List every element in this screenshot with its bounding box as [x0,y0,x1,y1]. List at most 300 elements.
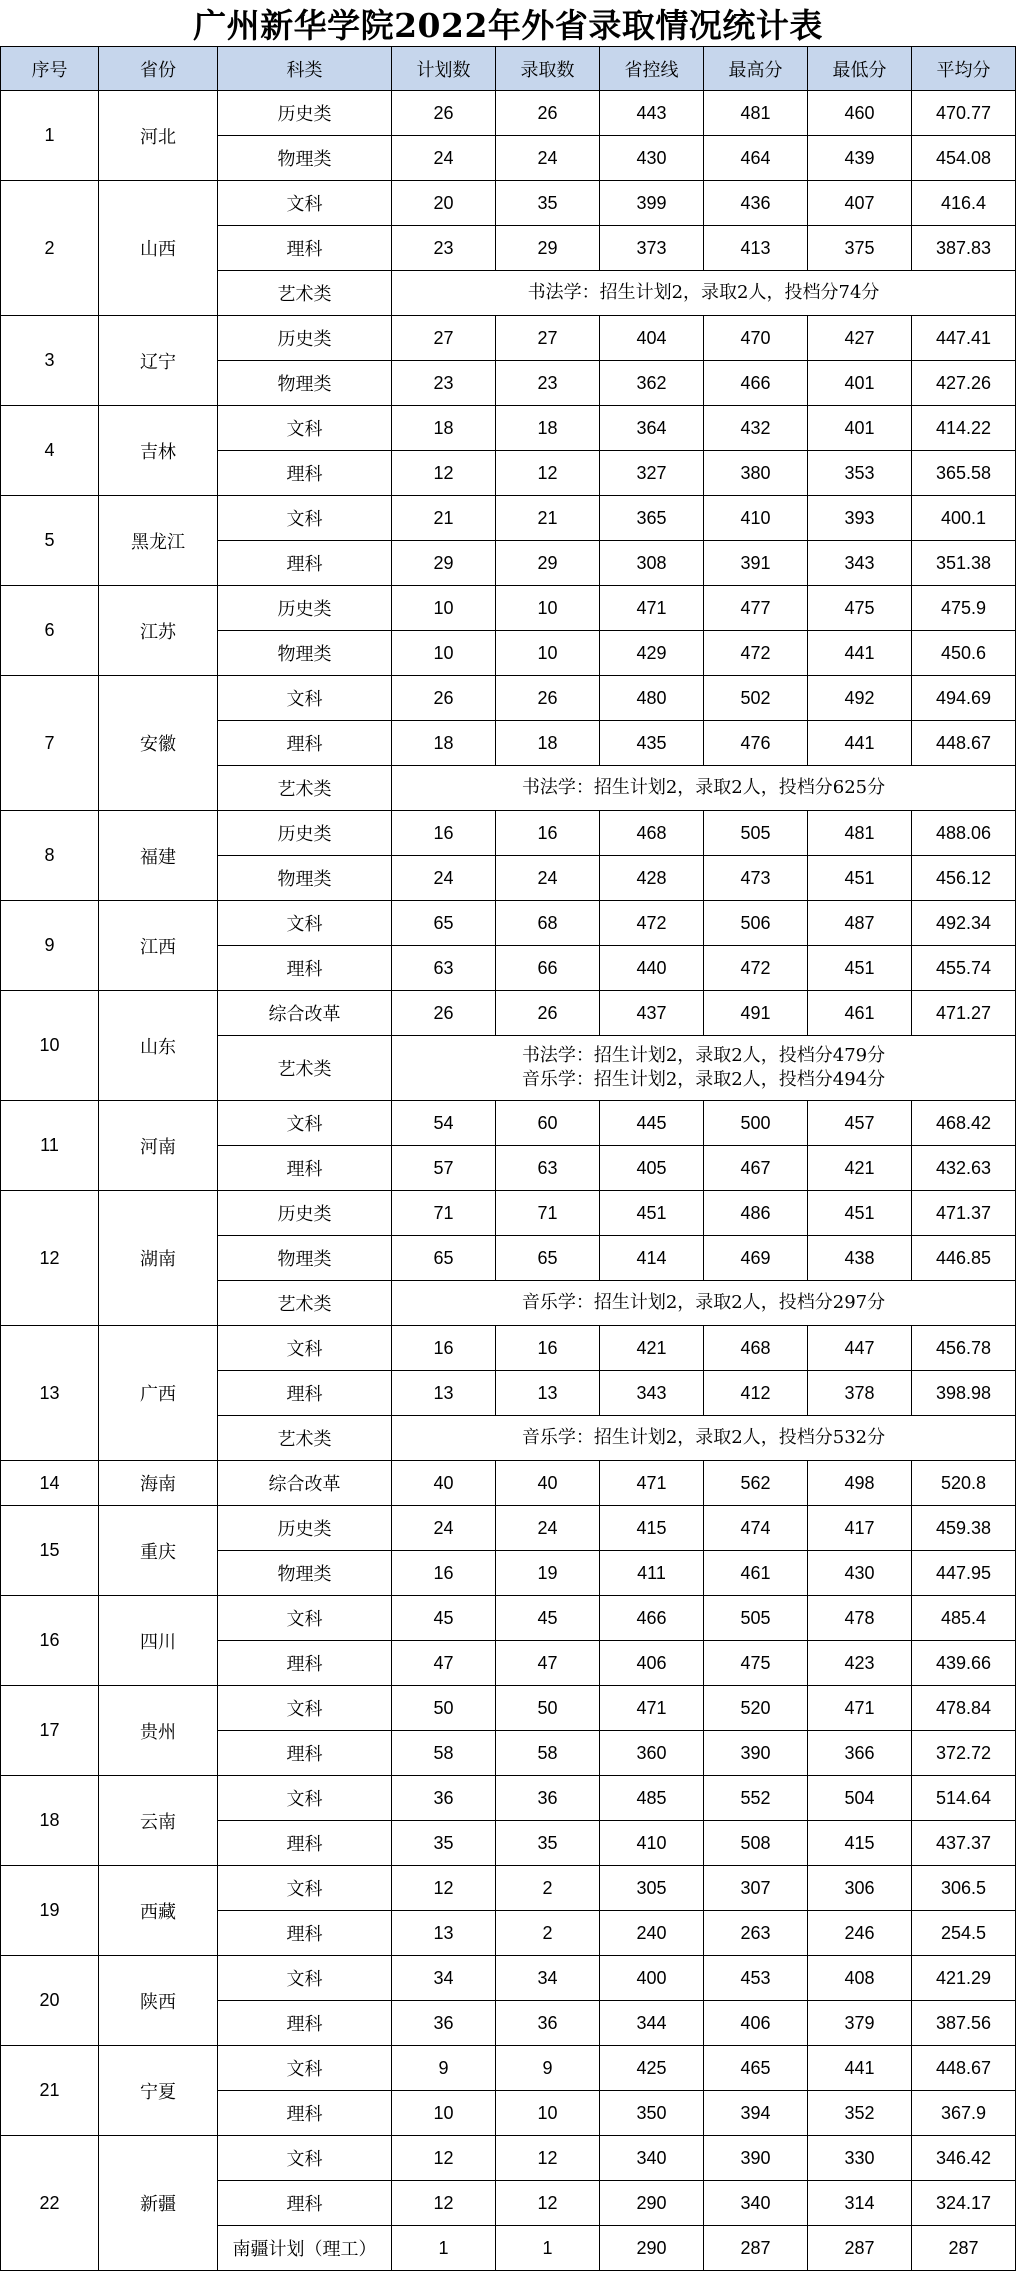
category-cell: 文科 [218,406,391,450]
seq-cell: 7 [1,676,98,810]
control-line-cell: 485 [600,1776,703,1820]
avg-score-cell: 400.1 [912,496,1015,540]
plan-count-cell: 36 [392,1776,495,1820]
category-cell: 物理类 [218,361,391,405]
avg-score-cell: 287 [912,2226,1015,2270]
avg-score-cell: 471.37 [912,1191,1015,1235]
control-line-cell: 364 [600,406,703,450]
admitted-count-cell: 12 [496,2181,599,2225]
category-cell: 理科 [218,721,391,765]
control-line-cell: 480 [600,676,703,720]
max-score-cell: 390 [704,1731,807,1775]
seq-cell: 13 [1,1326,98,1460]
plan-count-cell: 10 [392,631,495,675]
category-cell: 文科 [218,1686,391,1730]
control-line-cell: 406 [600,1641,703,1685]
avg-score-cell: 455.74 [912,946,1015,990]
avg-score-cell: 475.9 [912,586,1015,630]
max-score-cell: 486 [704,1191,807,1235]
plan-count-cell: 71 [392,1191,495,1235]
admitted-count-cell: 45 [496,1596,599,1640]
avg-score-cell: 439.66 [912,1641,1015,1685]
category-cell: 文科 [218,496,391,540]
category-cell: 综合改革 [218,1461,391,1505]
admitted-count-cell: 63 [496,1146,599,1190]
min-score-cell: 441 [808,631,911,675]
max-score-cell: 473 [704,856,807,900]
admitted-count-cell: 35 [496,181,599,225]
control-line-cell: 343 [600,1371,703,1415]
max-score-cell: 500 [704,1101,807,1145]
min-score-cell: 492 [808,676,911,720]
admitted-count-cell: 24 [496,856,599,900]
page-title: 广州新华学院2022年外省录取情况统计表 [193,5,823,45]
max-score-cell: 413 [704,226,807,270]
admission-table [0,46,1016,2271]
control-line-cell: 471 [600,1686,703,1730]
category-cell: 理科 [218,1146,391,1190]
avg-score-cell: 372.72 [912,1731,1015,1775]
note-line: 音乐学：招生计划2，录取2人，投档分297分 [521,1292,886,1313]
plan-count-cell: 12 [392,1866,495,1910]
admitted-count-cell: 12 [496,2136,599,2180]
avg-score-cell: 448.67 [912,721,1015,765]
control-line-cell: 340 [600,2136,703,2180]
avg-score-cell: 514.64 [912,1776,1015,1820]
category-cell: 理科 [218,2181,391,2225]
seq-cell: 19 [1,1866,98,1955]
control-line-cell: 428 [600,856,703,900]
control-line-cell: 429 [600,631,703,675]
max-score-cell: 453 [704,1956,807,2000]
max-score-cell: 307 [704,1866,807,1910]
admitted-count-cell: 60 [496,1101,599,1145]
plan-count-cell: 10 [392,586,495,630]
plan-count-cell: 1 [392,2226,495,2270]
seq-cell: 14 [1,1461,98,1505]
admitted-count-cell: 36 [496,2001,599,2045]
max-score-cell: 505 [704,811,807,855]
min-score-cell: 417 [808,1506,911,1550]
plan-count-cell: 65 [392,1236,495,1280]
seq-cell: 21 [1,2046,98,2135]
admitted-count-cell: 35 [496,1821,599,1865]
admitted-count-cell: 71 [496,1191,599,1235]
category-cell: 物理类 [218,136,391,180]
min-score-cell: 401 [808,361,911,405]
control-line-cell: 471 [600,1461,703,1505]
plan-count-cell: 34 [392,1956,495,2000]
control-line-cell: 415 [600,1506,703,1550]
note-cell [392,1416,1015,1460]
avg-score-cell: 254.5 [912,1911,1015,1955]
admitted-count-cell: 16 [496,811,599,855]
control-line-cell: 472 [600,901,703,945]
category-cell: 文科 [218,1326,391,1370]
max-score-cell: 340 [704,2181,807,2225]
category-cell: 理科 [218,1371,391,1415]
seq-cell: 2 [1,181,98,315]
category-cell: 艺术类 [218,766,391,810]
admitted-count-cell: 23 [496,361,599,405]
avg-score-cell: 427.26 [912,361,1015,405]
note-cell [392,1036,1015,1100]
max-score-cell: 406 [704,2001,807,2045]
max-score-cell: 391 [704,541,807,585]
plan-count-cell: 24 [392,136,495,180]
plan-count-cell: 54 [392,1101,495,1145]
plan-count-cell: 18 [392,406,495,450]
header-plan-count: 计划数 [392,47,495,90]
province-cell: 重庆 [99,1506,217,1595]
admitted-count-cell: 13 [496,1371,599,1415]
category-cell: 综合改革 [218,991,391,1035]
control-line-cell: 471 [600,586,703,630]
category-cell: 物理类 [218,1236,391,1280]
admitted-count-cell: 2 [496,1911,599,1955]
plan-count-cell: 21 [392,496,495,540]
header-control-line: 省控线 [600,47,703,90]
seq-cell: 16 [1,1596,98,1685]
admitted-count-cell: 10 [496,586,599,630]
category-cell: 理科 [218,946,391,990]
min-score-cell: 427 [808,316,911,360]
category-cell: 物理类 [218,856,391,900]
province-cell: 海南 [99,1461,217,1505]
avg-score-cell: 387.56 [912,2001,1015,2045]
province-cell: 宁夏 [99,2046,217,2135]
admitted-count-cell: 2 [496,1866,599,1910]
province-cell: 湖南 [99,1191,217,1325]
province-cell: 黑龙江 [99,496,217,585]
category-cell: 文科 [218,1956,391,2000]
seq-cell: 20 [1,1956,98,2045]
max-score-cell: 475 [704,1641,807,1685]
min-score-cell: 379 [808,2001,911,2045]
min-score-cell: 504 [808,1776,911,1820]
min-score-cell: 401 [808,406,911,450]
avg-score-cell: 488.06 [912,811,1015,855]
seq-cell: 15 [1,1506,98,1595]
max-score-cell: 481 [704,91,807,135]
min-score-cell: 423 [808,1641,911,1685]
control-line-cell: 327 [600,451,703,495]
min-score-cell: 306 [808,1866,911,1910]
category-cell: 文科 [218,181,391,225]
avg-score-cell: 447.41 [912,316,1015,360]
category-cell: 文科 [218,1101,391,1145]
avg-score-cell: 437.37 [912,1821,1015,1865]
plan-count-cell: 36 [392,2001,495,2045]
control-line-cell: 399 [600,181,703,225]
max-score-cell: 552 [704,1776,807,1820]
avg-score-cell: 459.38 [912,1506,1015,1550]
category-cell: 文科 [218,901,391,945]
category-cell: 艺术类 [218,271,391,315]
admitted-count-cell: 50 [496,1686,599,1730]
admitted-count-cell: 24 [496,1506,599,1550]
max-score-cell: 263 [704,1911,807,1955]
avg-score-cell: 446.85 [912,1236,1015,1280]
control-line-cell: 360 [600,1731,703,1775]
min-score-cell: 375 [808,226,911,270]
province-cell: 新疆 [99,2136,217,2270]
category-cell: 艺术类 [218,1036,391,1100]
plan-count-cell: 63 [392,946,495,990]
control-line-cell: 405 [600,1146,703,1190]
avg-score-cell: 398.98 [912,1371,1015,1415]
note-line: 音乐学：招生计划2，录取2人，投档分532分 [521,1427,886,1448]
province-cell: 云南 [99,1776,217,1865]
min-score-cell: 330 [808,2136,911,2180]
control-line-cell: 400 [600,1956,703,2000]
avg-score-cell: 346.42 [912,2136,1015,2180]
plan-count-cell: 16 [392,811,495,855]
province-cell: 山西 [99,181,217,315]
seq-cell: 4 [1,406,98,495]
category-cell: 历史类 [218,586,391,630]
avg-score-cell: 470.77 [912,91,1015,135]
control-line-cell: 290 [600,2226,703,2270]
control-line-cell: 411 [600,1551,703,1595]
avg-score-cell: 456.78 [912,1326,1015,1370]
avg-score-cell: 492.34 [912,901,1015,945]
max-score-cell: 476 [704,721,807,765]
admitted-count-cell: 24 [496,136,599,180]
note-cell [392,1281,1015,1325]
admitted-count-cell: 68 [496,901,599,945]
plan-count-cell: 18 [392,721,495,765]
avg-score-cell: 450.6 [912,631,1015,675]
plan-count-cell: 23 [392,361,495,405]
min-score-cell: 287 [808,2226,911,2270]
max-score-cell: 394 [704,2091,807,2135]
category-cell: 艺术类 [218,1281,391,1325]
min-score-cell: 441 [808,2046,911,2090]
province-cell: 河南 [99,1101,217,1190]
header-admitted-count: 录取数 [496,47,599,90]
note-cell [392,766,1015,810]
max-score-cell: 461 [704,1551,807,1595]
control-line-cell: 404 [600,316,703,360]
control-line-cell: 240 [600,1911,703,1955]
admitted-count-cell: 36 [496,1776,599,1820]
category-cell: 理科 [218,1911,391,1955]
admitted-count-cell: 19 [496,1551,599,1595]
admitted-count-cell: 29 [496,541,599,585]
province-cell: 广西 [99,1326,217,1460]
plan-count-cell: 12 [392,451,495,495]
admitted-count-cell: 10 [496,631,599,675]
category-cell: 文科 [218,2046,391,2090]
plan-count-cell: 23 [392,226,495,270]
header-province: 省份 [99,47,217,90]
admitted-count-cell: 34 [496,1956,599,2000]
max-score-cell: 506 [704,901,807,945]
avg-score-cell: 432.63 [912,1146,1015,1190]
min-score-cell: 421 [808,1146,911,1190]
note-line: 书法学：招生计划2，录取2人，投档分74分 [527,282,880,303]
control-line-cell: 443 [600,91,703,135]
min-score-cell: 439 [808,136,911,180]
admitted-count-cell: 18 [496,406,599,450]
category-cell: 理科 [218,1641,391,1685]
avg-score-cell: 306.5 [912,1866,1015,1910]
min-score-cell: 430 [808,1551,911,1595]
max-score-cell: 287 [704,2226,807,2270]
avg-score-cell: 414.22 [912,406,1015,450]
category-cell: 理科 [218,541,391,585]
seq-cell: 3 [1,316,98,405]
plan-count-cell: 24 [392,1506,495,1550]
max-score-cell: 465 [704,2046,807,2090]
province-cell: 陕西 [99,1956,217,2045]
category-cell: 历史类 [218,1506,391,1550]
province-cell: 江苏 [99,586,217,675]
plan-count-cell: 45 [392,1596,495,1640]
control-line-cell: 430 [600,136,703,180]
min-score-cell: 460 [808,91,911,135]
control-line-cell: 305 [600,1866,703,1910]
category-cell: 文科 [218,2136,391,2180]
avg-score-cell: 365.58 [912,451,1015,495]
max-score-cell: 508 [704,1821,807,1865]
header-category: 科类 [218,47,391,90]
min-score-cell: 487 [808,901,911,945]
control-line-cell: 362 [600,361,703,405]
seq-cell: 18 [1,1776,98,1865]
category-cell: 文科 [218,676,391,720]
max-score-cell: 466 [704,361,807,405]
category-cell: 艺术类 [218,1416,391,1460]
province-cell: 安徽 [99,676,217,810]
category-cell: 理科 [218,2001,391,2045]
max-score-cell: 474 [704,1506,807,1550]
category-cell: 历史类 [218,811,391,855]
plan-count-cell: 9 [392,2046,495,2090]
min-score-cell: 457 [808,1101,911,1145]
max-score-cell: 390 [704,2136,807,2180]
header-seq: 序号 [1,47,98,90]
min-score-cell: 246 [808,1911,911,1955]
max-score-cell: 491 [704,991,807,1035]
province-cell: 山东 [99,991,217,1100]
control-line-cell: 451 [600,1191,703,1235]
plan-count-cell: 13 [392,1371,495,1415]
seq-cell: 6 [1,586,98,675]
plan-count-cell: 12 [392,2181,495,2225]
max-score-cell: 432 [704,406,807,450]
category-cell: 文科 [218,1776,391,1820]
control-line-cell: 466 [600,1596,703,1640]
admitted-count-cell: 40 [496,1461,599,1505]
plan-count-cell: 16 [392,1551,495,1595]
max-score-cell: 472 [704,946,807,990]
admitted-count-cell: 26 [496,991,599,1035]
max-score-cell: 505 [704,1596,807,1640]
plan-count-cell: 47 [392,1641,495,1685]
province-cell: 吉林 [99,406,217,495]
admitted-count-cell: 12 [496,451,599,495]
admitted-count-cell: 65 [496,1236,599,1280]
header-max-score: 最高分 [704,47,807,90]
seq-cell: 12 [1,1191,98,1325]
plan-count-cell: 58 [392,1731,495,1775]
province-cell: 福建 [99,811,217,900]
admitted-count-cell: 58 [496,1731,599,1775]
control-line-cell: 344 [600,2001,703,2045]
plan-count-cell: 40 [392,1461,495,1505]
category-cell: 理科 [218,1731,391,1775]
admitted-count-cell: 26 [496,91,599,135]
avg-score-cell: 485.4 [912,1596,1015,1640]
control-line-cell: 290 [600,2181,703,2225]
note-cell [392,271,1015,315]
min-score-cell: 481 [808,811,911,855]
plan-count-cell: 27 [392,316,495,360]
category-cell: 南疆计划（理工） [218,2226,391,2270]
control-line-cell: 350 [600,2091,703,2135]
note-line: 书法学：招生计划2，录取2人，投档分625分 [521,777,886,798]
min-score-cell: 352 [808,2091,911,2135]
seq-cell: 1 [1,91,98,180]
avg-score-cell: 468.42 [912,1101,1015,1145]
control-line-cell: 421 [600,1326,703,1370]
admitted-count-cell: 26 [496,676,599,720]
control-line-cell: 435 [600,721,703,765]
plan-count-cell: 50 [392,1686,495,1730]
min-score-cell: 393 [808,496,911,540]
province-cell: 江西 [99,901,217,990]
plan-count-cell: 57 [392,1146,495,1190]
min-score-cell: 447 [808,1326,911,1370]
category-cell: 文科 [218,1866,391,1910]
max-score-cell: 477 [704,586,807,630]
max-score-cell: 470 [704,316,807,360]
plan-count-cell: 20 [392,181,495,225]
avg-score-cell: 387.83 [912,226,1015,270]
province-cell: 西藏 [99,1866,217,1955]
avg-score-cell: 447.95 [912,1551,1015,1595]
min-score-cell: 451 [808,946,911,990]
avg-score-cell: 448.67 [912,2046,1015,2090]
avg-score-cell: 416.4 [912,181,1015,225]
plan-count-cell: 65 [392,901,495,945]
min-score-cell: 441 [808,721,911,765]
min-score-cell: 378 [808,1371,911,1415]
control-line-cell: 440 [600,946,703,990]
avg-score-cell: 454.08 [912,136,1015,180]
category-cell: 理科 [218,451,391,495]
admitted-count-cell: 16 [496,1326,599,1370]
admitted-count-cell: 66 [496,946,599,990]
min-score-cell: 451 [808,856,911,900]
admitted-count-cell: 10 [496,2091,599,2135]
province-cell: 四川 [99,1596,217,1685]
plan-count-cell: 26 [392,676,495,720]
min-score-cell: 478 [808,1596,911,1640]
plan-count-cell: 26 [392,91,495,135]
plan-count-cell: 12 [392,2136,495,2180]
min-score-cell: 353 [808,451,911,495]
control-line-cell: 437 [600,991,703,1035]
plan-count-cell: 35 [392,1821,495,1865]
avg-score-cell: 324.17 [912,2181,1015,2225]
category-cell: 物理类 [218,1551,391,1595]
category-cell: 物理类 [218,631,391,675]
seq-cell: 9 [1,901,98,990]
min-score-cell: 408 [808,1956,911,2000]
